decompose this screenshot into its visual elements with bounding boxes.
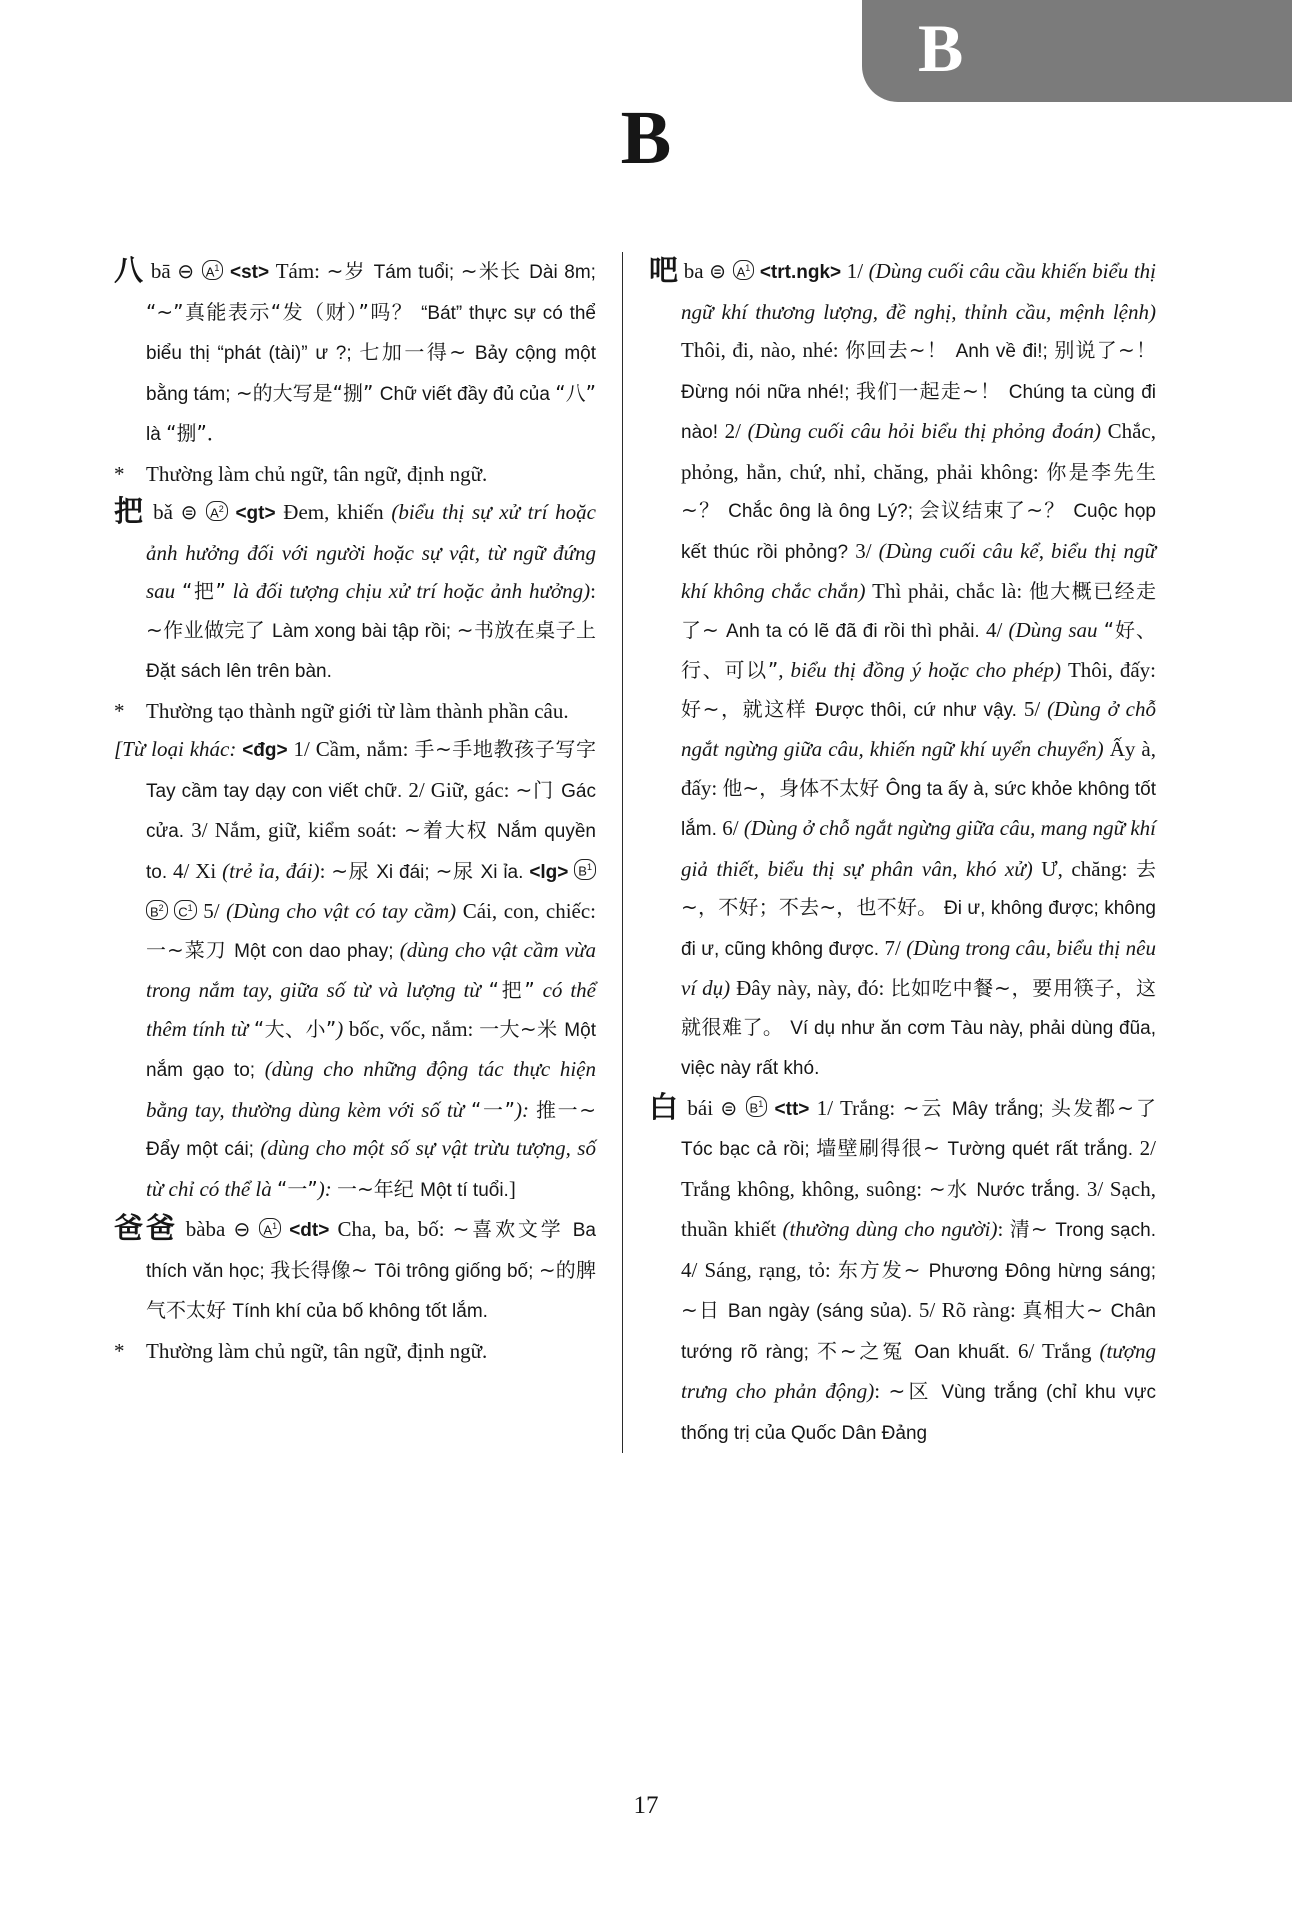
chinese-run: ~的大写是“捌” bbox=[235, 380, 380, 405]
pinyin: bái bbox=[680, 1095, 721, 1120]
chinese-run: 去~，不好；不去~，也不好。 bbox=[681, 856, 1156, 919]
explanation-italic-run: là đối tượng chịu xử trí hoặc ảnh hưởng) bbox=[225, 579, 591, 603]
explanation-italic-run: (Dùng trong câu, biểu thị nêu ví dụ) bbox=[681, 935, 1156, 1000]
text-run: 2/ Trắng không, không, suông: bbox=[681, 1136, 1156, 1201]
text-run: 4/ bbox=[985, 617, 1009, 642]
chinese-run: ~喜欢文学 bbox=[452, 1217, 573, 1241]
dictionary-content bbox=[114, 252, 1182, 1453]
explanation-italic-run: (thường dùng cho người) bbox=[782, 1217, 998, 1241]
explanation-italic-run: ): bbox=[317, 1176, 337, 1201]
text-run: 7/ bbox=[884, 935, 907, 960]
chinese-run: “八” bbox=[555, 380, 596, 405]
text-run: 5/ Rõ ràng: bbox=[918, 1298, 1023, 1322]
corner-tab-letter: B bbox=[918, 10, 964, 86]
text-run: : bbox=[590, 579, 596, 603]
gloss-run: Đừng nói nữa nhé!; bbox=[681, 381, 856, 403]
pinyin: bā bbox=[144, 259, 178, 283]
text-run: : bbox=[319, 858, 332, 883]
text-run: Đem, khiến bbox=[283, 500, 392, 524]
text-run: 3/ Sạch, thuần khiết bbox=[681, 1176, 1156, 1241]
text-run: 4/ Xi bbox=[173, 858, 223, 883]
level-badge: $B^1$ bbox=[746, 1096, 768, 1116]
explanation-italic-run: (dùng cho những động tác thực hiện bằng tay, thường dùng kèm với số từ bbox=[146, 1057, 596, 1122]
gloss-run: Dài 8m; bbox=[529, 262, 596, 283]
text-run: 3/ bbox=[855, 538, 879, 563]
gloss-run: Trong sạch. bbox=[1055, 1220, 1156, 1241]
text-run: bốc, vốc, nắm: bbox=[348, 1016, 480, 1041]
chinese-run: 一~菜刀 bbox=[146, 937, 235, 962]
register-symbol: ⊜ bbox=[180, 500, 207, 524]
chinese-run: ~米长 bbox=[460, 259, 530, 283]
chinese-run: “把” bbox=[488, 978, 535, 1002]
explanation-italic-run: có thể thêm tính từ bbox=[146, 978, 596, 1041]
gloss-run: Đặt sách lên trên bàn. bbox=[146, 661, 332, 682]
gloss-run: Tính khí của bố không tốt lắm. bbox=[232, 1301, 488, 1322]
explanation-italic-run: ): bbox=[515, 1097, 536, 1122]
gloss-run: Bảy cộng một bằng tám; bbox=[146, 343, 596, 405]
text-run: Tám: bbox=[275, 259, 327, 283]
chinese-run: “~”真能表示“发（财）”吗？ bbox=[146, 299, 422, 324]
pos-tag: <lg> bbox=[529, 861, 575, 883]
pinyin: ba bbox=[678, 259, 710, 283]
level-badge: $A^1$ bbox=[202, 260, 224, 280]
chinese-run: “捌”． bbox=[166, 421, 227, 445]
gloss-run: Chắc ông là ông Lý?; bbox=[728, 501, 920, 522]
dictionary-entry bbox=[114, 1210, 596, 1332]
explanation-italic-run: (dùng cho một số sự vật trừu tượng, số từ chỉ có thể là bbox=[146, 1136, 596, 1201]
gloss-run: Đi ư, không được; không đi ư, cũng không được. bbox=[681, 898, 1156, 960]
pos-tag: <tt> bbox=[767, 1098, 817, 1120]
gloss-run: Xi ỉa. bbox=[480, 861, 530, 883]
headword: 爸爸 bbox=[114, 1211, 178, 1245]
pinyin: bǎ bbox=[145, 500, 181, 524]
explanation-italic-run: (Dùng sau bbox=[1008, 617, 1104, 642]
chinese-run: 不~之冤 bbox=[817, 1338, 915, 1363]
text-run: 1/ Trắng: bbox=[816, 1095, 903, 1120]
explanation-italic-run: (Dùng cuối câu hỏi biểu thị phỏng đoán) bbox=[747, 419, 1108, 443]
gloss-run: Ba thích văn học; bbox=[146, 1220, 596, 1282]
chinese-run: ~日 bbox=[681, 1298, 728, 1322]
pos-tag: <trt.ngk> bbox=[754, 262, 847, 283]
gloss-run: Anh ta có lẽ đã đi rồi thì phải. bbox=[726, 620, 986, 642]
gloss-run: Một con dao phay; bbox=[234, 940, 400, 962]
chinese-run: ~作业做完了 bbox=[146, 617, 272, 642]
text-run: Thôi, đấy: bbox=[1067, 658, 1156, 682]
usage-note bbox=[114, 1332, 596, 1371]
chinese-run: 别说了~！ bbox=[1054, 338, 1156, 362]
explanation-italic-run: (Dùng cuối câu cầu khiến biểu thị ngữ khí thương lượng, đề nghị, thỉnh cầu, mệnh lệnh) bbox=[681, 259, 1156, 324]
text-run: 3/ Nắm, giữ, kiểm soát: bbox=[191, 818, 405, 842]
pos-tag: <đg> bbox=[242, 740, 294, 761]
gloss-run: Nước trắng. bbox=[976, 1179, 1087, 1201]
pos-tag: <st> bbox=[223, 262, 276, 283]
chinese-run: ~尿 bbox=[435, 858, 481, 883]
gloss-run: Tóc bạc cả rồi; bbox=[681, 1139, 817, 1160]
text-run: 1/ Cầm, nắm: bbox=[293, 737, 415, 761]
explanation-italic-run: , biểu thị đồng ý hoặc cho phép) bbox=[778, 658, 1068, 682]
chinese-run: 清~ bbox=[1009, 1217, 1056, 1241]
pos-tag: <gt> bbox=[227, 503, 284, 524]
chinese-run: 一大~米 bbox=[479, 1016, 565, 1041]
headword: 吧 bbox=[649, 253, 679, 287]
text-run: Chắc, phỏng, hẳn, chứ, nhỉ, chăng, phải không: bbox=[681, 419, 1156, 484]
chinese-run: 会议结束了~？ bbox=[919, 498, 1074, 522]
gloss-run: Chân tướng rõ ràng; bbox=[681, 1301, 1156, 1363]
gloss-run: Phương Đông hừng sáng; bbox=[928, 1260, 1156, 1282]
gloss-run: “Bát” thực sự có thể biểu thị “phát (tài)” ư ?; bbox=[146, 302, 596, 364]
chinese-run: 比如吃中餐~，要用筷子，这就很难了。 bbox=[681, 976, 1156, 1039]
gloss-run: Đẩy một cái; bbox=[146, 1139, 261, 1160]
text-run: Ấy à, đấy: bbox=[681, 737, 1156, 800]
explanation-italic-run: ) bbox=[336, 1016, 349, 1041]
text-run: Thì phải, chắc là: bbox=[872, 579, 1029, 603]
usage-note bbox=[114, 692, 596, 731]
dictionary-entry bbox=[114, 252, 596, 455]
gloss-run: Làm xong bài tập rồi; bbox=[272, 620, 457, 642]
asterisk-marker: * bbox=[114, 461, 125, 486]
level-badge: $A^2$ bbox=[206, 501, 228, 521]
explanation-italic-run: (trẻ ỉa, đái) bbox=[222, 858, 320, 883]
gloss-run: Tường quét rất trắng. bbox=[947, 1139, 1140, 1160]
level-badge: $C^1$ bbox=[174, 900, 196, 920]
register-symbol: ⊖ bbox=[177, 259, 202, 283]
gloss-run: Mây trắng; bbox=[951, 1098, 1052, 1120]
pos-tag: <dt> bbox=[281, 1220, 338, 1241]
text-run: 6/ Trắng bbox=[1018, 1338, 1100, 1363]
text-run: Cha, ba, bố: bbox=[337, 1217, 453, 1241]
gloss-run: Ví dụ như ăn cơm Tàu này, phải dùng đũa, việc này rất khó. bbox=[681, 1017, 1157, 1079]
text-run: : bbox=[997, 1217, 1010, 1241]
level-badge: $A^1$ bbox=[733, 260, 755, 280]
level-badge: $B^1$ bbox=[574, 859, 596, 879]
chinese-run: 手~手地教孩子写字 bbox=[414, 737, 596, 761]
level-badge: $B^2$ bbox=[146, 900, 168, 920]
chinese-run: 你是李先生~？ bbox=[681, 459, 1156, 522]
chinese-run: 东方发~ bbox=[837, 1257, 929, 1282]
usage-note bbox=[114, 455, 596, 494]
gloss-run: Cuộc họp kết thúc rồi phỏng? bbox=[681, 501, 1156, 563]
text-run: Thôi, đi, nào, nhé: bbox=[681, 338, 846, 362]
explanation-italic-run: (Dùng ở chỗ ngắt ngừng giữa câu, khiến ngữ khí uyển chuyển) bbox=[681, 696, 1156, 761]
chinese-run: “大、小” bbox=[253, 1016, 337, 1041]
dictionary-entry bbox=[114, 493, 596, 692]
headword: 把 bbox=[114, 494, 146, 528]
gloss-run: Anh về đi!; bbox=[955, 341, 1055, 362]
dictionary-entry bbox=[649, 252, 1156, 1089]
chinese-run: 你回去~！ bbox=[845, 338, 956, 362]
chinese-run: ~尿 bbox=[331, 858, 377, 883]
gloss-run: Chúng ta cùng đi nào! bbox=[681, 381, 1156, 443]
gloss-run: Nắm quyền to. bbox=[146, 821, 596, 883]
text-run: 6/ bbox=[722, 816, 744, 840]
chinese-run: “一” bbox=[471, 1097, 516, 1122]
chinese-run: ~水 bbox=[928, 1176, 977, 1201]
asterisk-marker: * bbox=[114, 698, 125, 723]
text-run: 5/ bbox=[1023, 696, 1048, 721]
chinese-run: “好、行、可以” bbox=[681, 617, 1156, 682]
chinese-run: 好~，就这样 bbox=[681, 696, 816, 721]
other-pos-block bbox=[114, 730, 596, 1210]
text-run: Đây này, này, đó: bbox=[736, 976, 891, 1000]
chinese-run: 他大概已经走了~ bbox=[681, 579, 1157, 642]
chinese-run: 墙壁刷得很~ bbox=[816, 1136, 948, 1160]
chinese-run: 真相大~ bbox=[1022, 1298, 1111, 1322]
gloss-run: Chữ viết đầy đủ của bbox=[379, 383, 556, 405]
chinese-run: 七加一得~ bbox=[359, 340, 475, 364]
chinese-run: “一” bbox=[277, 1176, 318, 1201]
text-run: Cái, con, chiếc: bbox=[462, 899, 597, 923]
gloss-run: Tôi trông giống bố; bbox=[374, 1260, 539, 1282]
text-run: ] bbox=[508, 1176, 516, 1201]
gloss-run: Một tí tuổi. bbox=[420, 1179, 509, 1201]
gloss-run: Tám tuổi; bbox=[373, 262, 461, 283]
gloss-run: Oan khuất. bbox=[914, 1341, 1019, 1363]
gloss-run: là bbox=[146, 424, 167, 445]
gloss-run: Xi đái; bbox=[376, 861, 436, 883]
text-run: 1/ bbox=[846, 259, 869, 283]
gloss-run: Một nắm gạo to; bbox=[146, 1019, 596, 1081]
explanation-italic-run: (tượng trưng cho phản động) bbox=[681, 1338, 1156, 1403]
text-run: : bbox=[874, 1379, 889, 1403]
chinese-run: 头发都~了 bbox=[1051, 1095, 1157, 1120]
text-run: Thường tạo thành ngữ giới từ làm thành phần câu. bbox=[146, 698, 569, 723]
dictionary-entry bbox=[649, 1089, 1156, 1454]
gloss-run: Tay cầm tay dạy con viết chữ. bbox=[146, 780, 409, 802]
explanation-italic-run: (Dùng ở chỗ ngắt ngừng giữa câu, mang ngữ khí giả thiết, biểu thị sự phân vân, khó xử) bbox=[681, 816, 1156, 881]
chinese-run: ~着大权 bbox=[404, 818, 497, 842]
text-run: Thường làm chủ ngữ, tân ngữ, định ngữ. bbox=[146, 1338, 488, 1363]
chinese-run: ~门 bbox=[515, 777, 562, 802]
text-run: 2/ Giữ, gác: bbox=[408, 777, 516, 802]
explanation-italic-run: (Dùng cho vật có tay cầm) bbox=[226, 899, 463, 923]
gloss-run: Vùng trắng (chỉ khu vực thống trị của Quốc Dân Đảng bbox=[681, 1382, 1156, 1444]
chinese-run: 我长得像~ bbox=[270, 1257, 375, 1282]
chinese-run: 他~，身体不太好 bbox=[722, 775, 886, 800]
asterisk-marker: * bbox=[114, 1338, 125, 1363]
chinese-run: ~书放在桌子上 bbox=[456, 617, 597, 642]
chinese-run: 一~年纪 bbox=[337, 1176, 421, 1201]
register-symbol: ⊜ bbox=[720, 1095, 746, 1120]
text-run: 2/ bbox=[724, 419, 748, 443]
chinese-run: 我们一起走~！ bbox=[855, 378, 1009, 403]
explanation-italic-run: (Dùng cuối câu kể, biểu thị ngữ khí không chắc chắn) bbox=[681, 538, 1156, 603]
chinese-run: ~岁 bbox=[326, 259, 374, 283]
gloss-run: Gác cửa. bbox=[146, 780, 596, 842]
text-run: 5/ bbox=[196, 899, 227, 923]
text-run: Ư, chăng: bbox=[1041, 856, 1136, 881]
gloss-run: Ban ngày (sáng sủa). bbox=[727, 1301, 919, 1322]
chinese-run: “把” bbox=[182, 579, 226, 603]
explanation-italic-run: (biểu thị sự xử trí hoặc ảnh hưởng đối với người hoặc sự vật, từ ngữ đứng sau bbox=[146, 500, 596, 603]
text-run: 4/ Sáng, rạng, tỏ: bbox=[681, 1257, 838, 1282]
text-run: Thường làm chủ ngữ, tân ngữ, định ngữ. bbox=[146, 461, 488, 486]
text-run bbox=[168, 899, 175, 923]
gloss-run: Được thôi, cứ như vậy. bbox=[815, 699, 1024, 721]
register-symbol: ⊖ bbox=[233, 1217, 260, 1241]
chinese-run: ~云 bbox=[902, 1095, 952, 1120]
headword: 白 bbox=[649, 1089, 681, 1124]
left-column bbox=[114, 252, 622, 1453]
level-badge: $A^1$ bbox=[259, 1218, 281, 1238]
chinese-run: 推一~ bbox=[535, 1097, 596, 1122]
corner-index-tab bbox=[862, 0, 1292, 102]
gloss-run: Ông ta ấy à, sức khỏe không tốt lắm. bbox=[681, 778, 1157, 840]
section-letter-heading: B bbox=[620, 96, 672, 180]
register-symbol: ⊜ bbox=[709, 259, 733, 283]
chinese-run: ~区 bbox=[888, 1379, 942, 1403]
chinese-run: ~的脾气不太好 bbox=[146, 1257, 597, 1322]
explanation-italic-run: (dùng cho vật cầm vừa trong nắm tay, giữa số từ và lượng từ bbox=[146, 937, 597, 1002]
page-number: 17 bbox=[633, 1792, 659, 1819]
right-column bbox=[622, 252, 1156, 1453]
explanation-italic-run: [Từ loại khác: bbox=[114, 737, 243, 761]
headword: 八 bbox=[114, 253, 145, 287]
pinyin: bàba bbox=[177, 1217, 234, 1241]
